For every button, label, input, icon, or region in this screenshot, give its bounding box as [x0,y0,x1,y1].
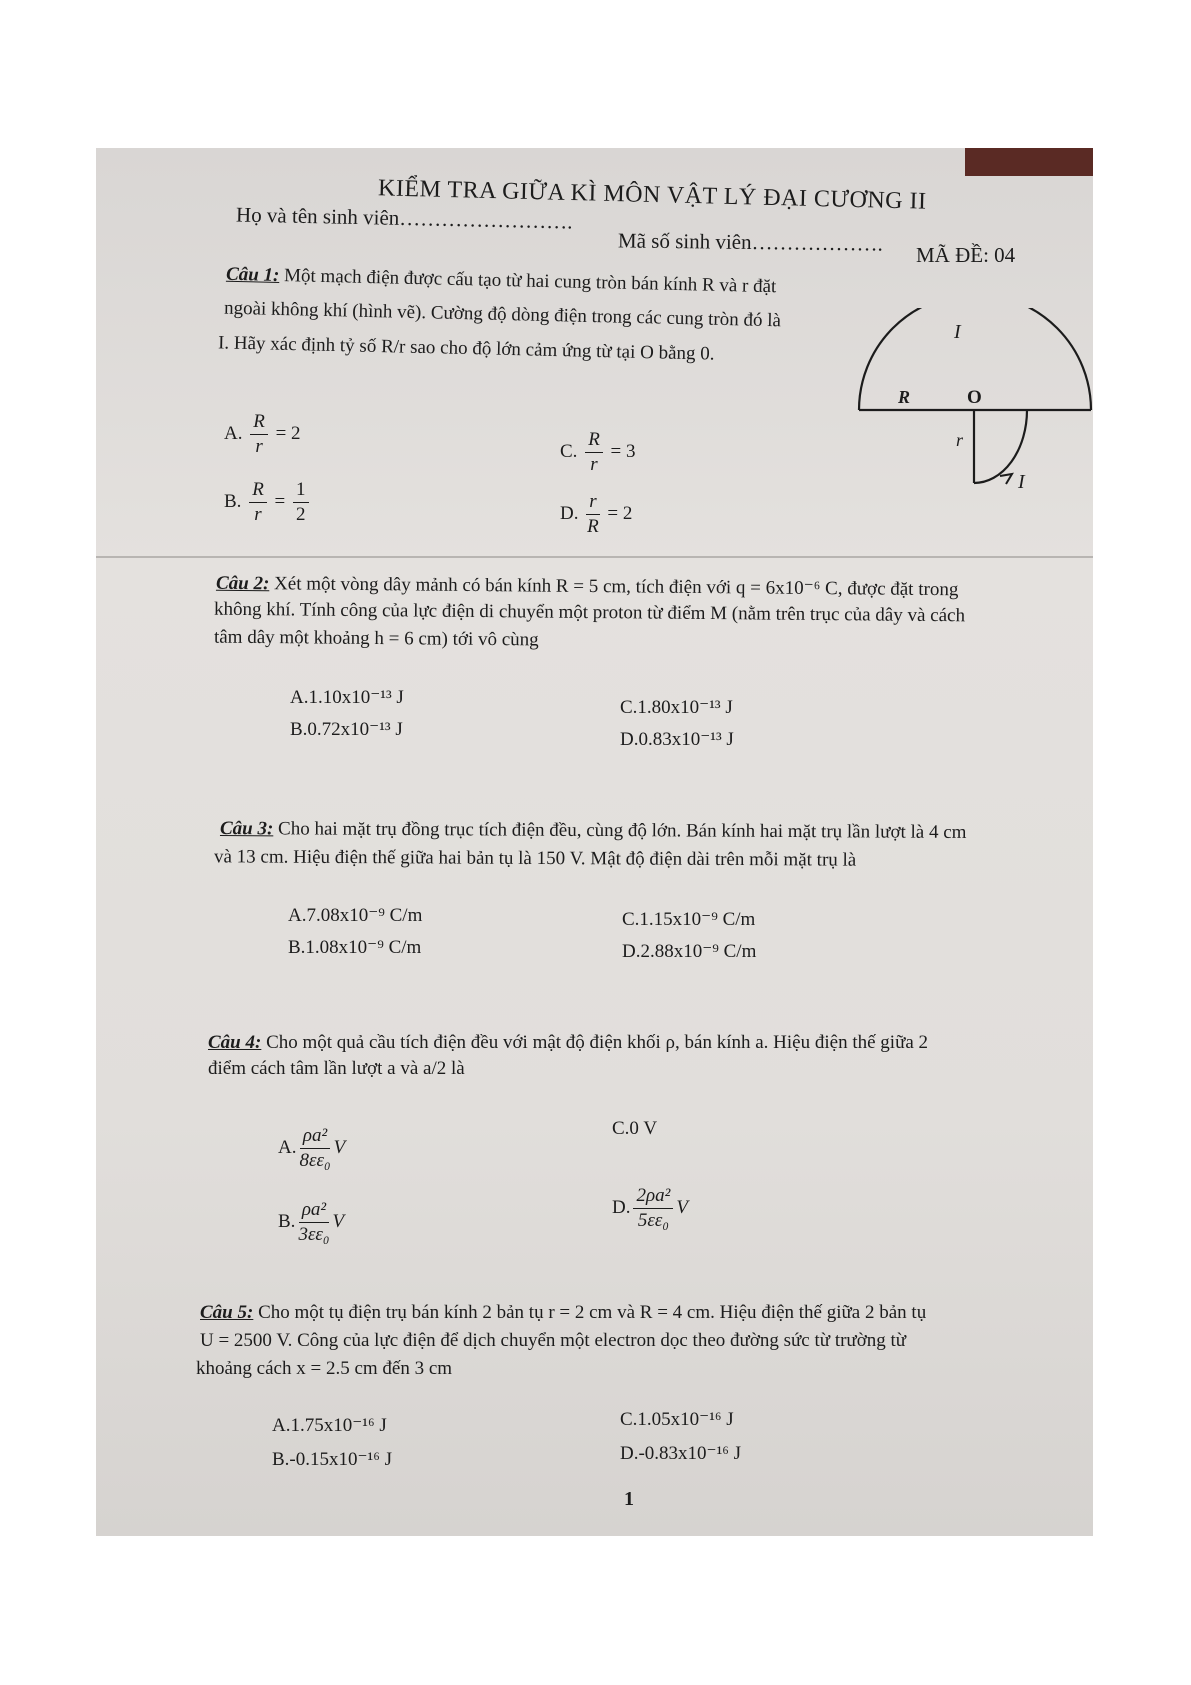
q1-option-d: D. $\frac{r}{R}$ = 2 [560,491,633,537]
q1-text-1: Một mạch điện được cấu tạo từ hai cung tròn bán kính R và r đặt [283,265,777,298]
q5-option-c: C.1.05x10⁻¹⁶ J [620,1409,734,1430]
q5-line2: U = 2500 V. Công của lực điện để dịch chuyển một electron dọc theo đường sức từ trường từ [200,1330,907,1351]
q4-label: Câu 4: [208,1032,262,1053]
q5-text-1: Cho một tụ điện trụ bán kính 2 bản tụ r = 2 cm và R = 4 cm. Hiệu điện thế giữa 2 bản tụ [258,1302,927,1323]
q1-line2: ngoài không khí (hình vẽ). Cường độ dòng điện trong các cung tròn đó là [223,297,782,332]
q3-line2: và 13 cm. Hiệu điện thế giữa hai bản tụ là 150 V. Mật độ điện dài trên mỗi mặt trụ là [213,846,857,871]
q4-option-a: A. $\frac{\text{ρa²}}{\text{8εε₀}}$ V [278,1125,346,1171]
exam-code-label: MÃ ĐỀ: 04 [916,243,1016,267]
fig-label-o: O [967,387,982,408]
q5-option-b: B.-0.15x10⁻¹⁶ J [272,1449,392,1470]
q4-text-1: Cho một quả cầu tích điện đều với mật độ điện khối ρ, bán kính a. Hiệu điện thế giữa 2 [266,1032,929,1053]
q2-label: Câu 2: [215,572,270,595]
fig-label-r-small: r [956,430,964,450]
q3-option-a: A.7.08x10⁻⁹ C/m [288,905,423,926]
q1-option-c: C. $\frac{R}{r}$ = 3 [560,429,636,475]
q2-option-d: D.0.83x10⁻¹³ J [620,729,734,750]
q1-option-a: A. $\frac{R}{r}$ = 2 [224,411,301,457]
q5-line3: khoảng cách x = 2.5 cm đến 3 cm [196,1358,453,1379]
q3-text-1: Cho hai mặt trụ đồng trục tích điện đều, cùng độ lớn. Bán kính hai mặt trụ lần lượt là 4 cm [278,818,967,843]
q4-option-d: D. $\frac{\text{2ρa²}}{\text{5εε₀}}$ V [612,1185,688,1231]
q1-line3: I. Hãy xác định tỷ số R/r sao cho độ lớn cảm ứng từ tại O bằng 0. [217,332,715,365]
arrow-bottom-icon [1000,474,1012,484]
q5-label: Câu 5: [200,1302,254,1323]
q2-option-c: C.1.80x10⁻¹³ J [620,697,733,718]
q4-option-b: B. $\frac{\text{ρa²}}{\text{3εε₀}}$ V [278,1199,345,1245]
q5-option-d: D.-0.83x10⁻¹⁶ J [620,1443,742,1464]
q1-label: Câu 1: [225,263,280,286]
separator [96,556,1093,558]
fig-label-i-bottom: I [1018,471,1025,493]
q4-option-c: C.0 V [612,1118,658,1139]
fig-label-r-large: R [898,387,911,407]
q2-text-1: Xét một vòng dây mảnh có bán kính R = 5 cm, tích điện với q = 6x10⁻⁶ C, được đặt trong [273,573,959,601]
q4-line1 [208,1028,928,1057]
q3-option-d: D.2.88x10⁻⁹ C/m [622,941,757,962]
q2-option-b: B.0.72x10⁻¹³ J [290,719,403,740]
q3-option-b: B.1.08x10⁻⁹ C/m [288,937,422,958]
exam-sheet [96,148,1093,1536]
background-corner [965,148,1093,176]
q2-line2: không khí. Tính công của lực điện di chuyển một proton từ điểm M (nằm trên trục của dây và cách [213,598,966,627]
student-id-label: Mã số sinh viên………………. [617,228,883,256]
exam-title: KIỂM TRA GIỮA KÌ MÔN VẬT LÝ ĐẠI CƯƠNG II [377,175,927,215]
q2-option-a: A.1.10x10⁻¹³ J [290,687,404,708]
q5-option-a: A.1.75x10⁻¹⁶ J [272,1415,387,1436]
q3-label: Câu 3: [219,818,274,840]
q1-circuit-figure [856,308,1093,508]
q3-option-c: C.1.15x10⁻⁹ C/m [622,909,756,930]
fig-label-i-top: I [954,321,961,343]
student-name-label: Họ và tên sinh viên……………………. [235,202,573,234]
q4-line2: điểm cách tâm lần lượt a và a/2 là [208,1058,465,1079]
q1-option-b: B. $\frac{R}{r}$ = $\frac{1}{2}$ [224,478,312,527]
q5-line1 [200,1298,926,1327]
page-number: 1 [624,1488,634,1510]
q2-line3: tâm dây một khoảng h = 6 cm) tới vô cùng [213,626,539,651]
